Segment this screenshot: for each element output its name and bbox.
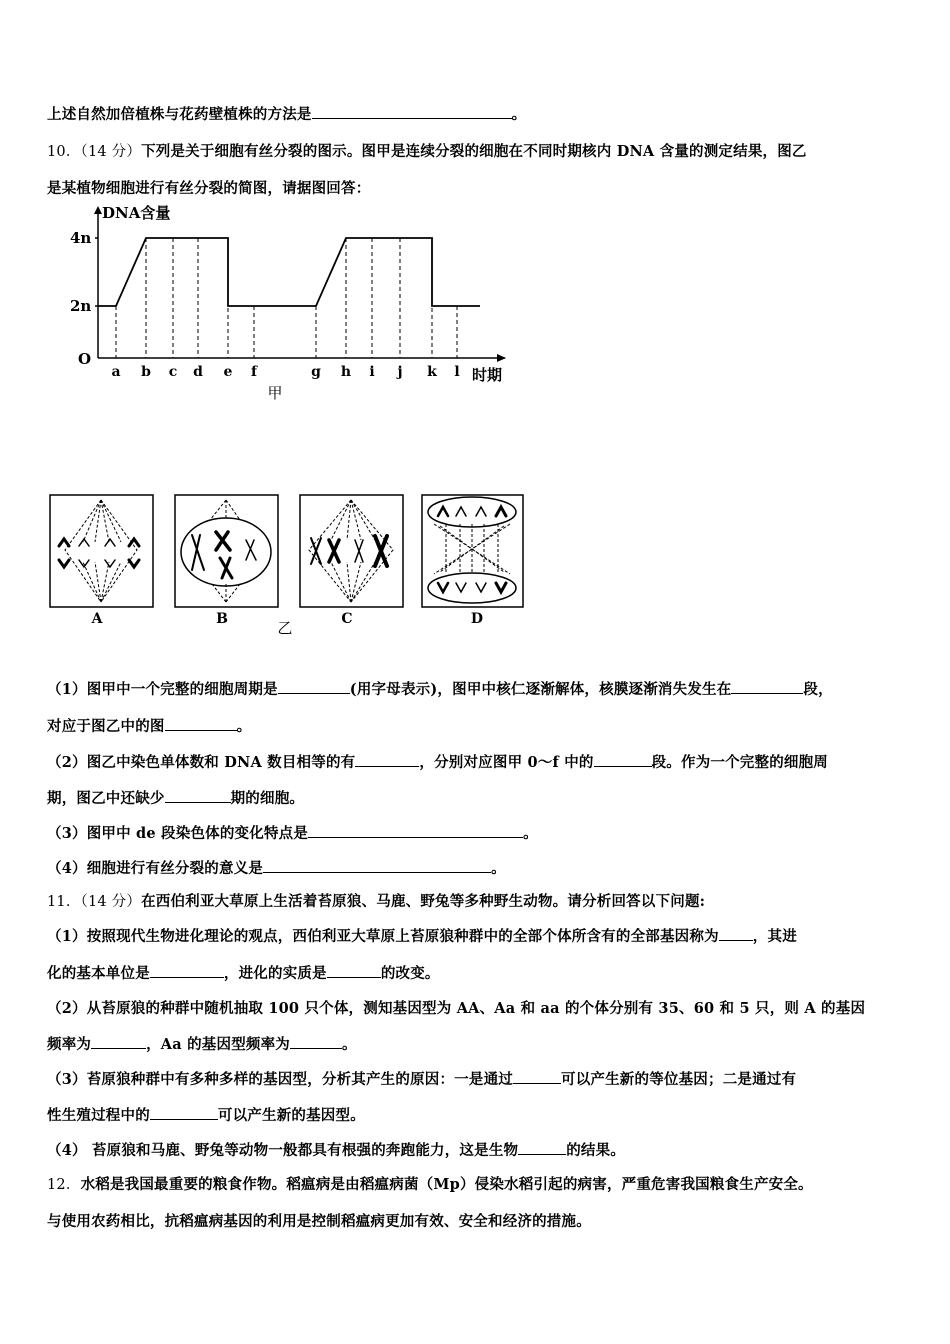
q11-part2: （2）从苔原狼的种群中随机抽取 100 只个体，测知基因型为 AA、Aa 和 aa 的个体分别有 35、60 和 5 只，则 A 的基因 [47,1000,866,1017]
q10-part1: （1）图甲中一个完整的细胞周期是 (用字母表示)，图甲中核仁逐渐解体，核膜逐渐消失发生在 段， [47,678,833,699]
answer-blank [165,716,237,732]
x-tick-label: i [369,364,375,380]
dna-series-line [98,238,480,306]
y-tick-label: 4n [70,229,92,247]
figure-b-caption: 乙 [277,619,293,635]
x-tick-label: d [193,364,203,380]
x-axis-arrow [497,354,506,362]
answer-blank [327,963,381,979]
answer-blank [165,788,231,804]
y-tick-label: 2n [70,297,92,315]
x-axis-label: 时期 [472,366,503,384]
cell-a-label: A [91,611,103,627]
answer-blank [731,679,803,695]
answer-blank [150,963,224,979]
x-tick-label: b [141,364,151,380]
q11-part2-cont: 频率为 ，Aa 的基因型频率为 。 [47,1033,357,1054]
q10-part4: （4）细胞进行有丝分裂的意义是 。 [47,857,506,878]
q11-part3: （3）苔原狼种群中有多种多样的基因型，分析其产生的原因：一是通过 可以产生新的等位基因；二是通过有 [47,1068,796,1089]
text-line: 上述自然加倍植株与花药壁植株的方法是 。 [47,103,526,124]
cell-d-label: D [470,611,484,627]
x-tick-label: f [250,364,258,380]
x-tick-label: e [223,364,233,380]
answer-blank [263,858,491,874]
y-axis-label: DNA含量 [102,204,171,222]
x-tick-label: k [427,364,437,380]
answer-blank [594,752,652,768]
y-axis-arrow [94,206,102,214]
q10-part3: （3）图甲中 de 段染色体的变化特点是 。 [47,822,538,843]
question-10-header: 10．（14 分）下列是关于细胞有丝分裂的图示。图甲是连续分裂的细胞在不同时期核内 DNA 含量的测定结果，图乙 [47,143,807,160]
answer-blank [91,1034,146,1050]
question-10-line2: 是某植物细胞进行有丝分裂的简图，请据图回答： [47,180,371,197]
answer-blank [312,104,512,120]
q11-part4: （4） 苔原狼和马鹿、野兔等动物一般都具有根强的奔跑能力，这是生物 的结果。 [47,1139,625,1160]
cell-c [300,495,403,627]
answer-blank [719,926,753,942]
cell-d [422,495,523,627]
q10-part1-cont: 对应于图乙中的图 。 [47,715,251,736]
cell-a [50,495,153,627]
cell-b [175,495,278,627]
cell-c-label: C [341,611,353,627]
mitosis-cell-diagrams [45,490,545,635]
x-tick-label: j [397,364,403,380]
answer-blank [355,752,419,768]
answer-blank [308,823,523,839]
answer-blank [278,679,350,695]
q10-part2-cont: 期，图乙中还缺少 期的细胞。 [47,787,304,808]
x-tick-label: g [311,364,321,380]
x-tick-label: h [340,364,352,380]
answer-blank [150,1105,218,1121]
question-12-header: 12．水稻是我国最重要的粮食作物。稻瘟病是由稻瘟病菌（Mp）侵染水稻引起的病害，严重危害我国粮食生产安全。 [47,1176,813,1193]
x-tick-label: l [454,364,460,380]
answer-blank [518,1140,566,1156]
origin-label: O [78,350,92,368]
q11-part3-cont: 性生殖过程中的 可以产生新的基因型。 [47,1104,365,1125]
answer-blank [290,1034,342,1050]
chart-caption: 甲 [267,384,283,402]
answer-blank [513,1069,561,1085]
cell-b-label: B [216,611,228,627]
x-tick-label: c [168,364,178,380]
q11-part1: （1）按照现代生物进化理论的观点，西伯利亚大草原上苔原狼种群中的全部个体所含有的全部基因称为 ，其进 [47,925,797,946]
question-11-header: 11．（14 分）在西伯利亚大草原上生活着苔原狼、马鹿、野兔等多种野生动物。请分析回答以下问题: [47,893,706,910]
x-tick-label: a [111,364,121,380]
q10-part2: （2）图乙中染色单体数和 DNA 数目相等的有 ，分别对应图甲 0～f 中的 段。作为一个完整的细胞周 [47,751,828,772]
dna-content-chart [60,200,530,410]
q11-part1-cont: 化的基本单位是 ，进化的实质是 的改变。 [47,962,440,983]
question-12-line2: 与使用农药相比，抗稻瘟病基因的利用是控制稻瘟病更加有效、安全和经济的措施。 [47,1213,591,1230]
